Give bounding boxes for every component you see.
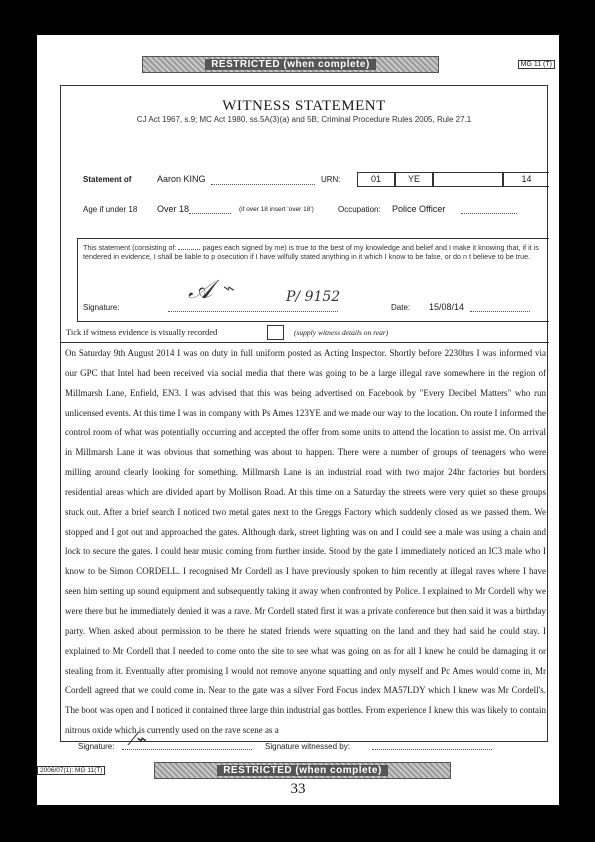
video-note: (supply witness details on rear) [294,328,389,337]
age-value: Over 18 [157,204,190,214]
declaration-rest: pages each signed by me) is true to the best of my knowledge and belief and I make it knowing that, if it is tendered in evidence, I shall be liable to p osecution if I have wilfully stated anything in it which I know to be false, or do n t believe to be true. [83,243,539,261]
restricted-banner-top [142,56,439,73]
footer-witnessed-label: Signature witnessed by: [265,742,350,751]
urn-box-1: 01 [357,172,395,187]
occupation-dots [461,213,517,214]
urn-box-3 [433,172,503,187]
video-label: Tick if witness evidence is visually recorded [66,327,218,337]
witness-statement-form [60,85,548,742]
urn-box-4: 14 [503,172,549,187]
video-divider [61,342,549,343]
urn-box-2: YE [395,172,433,187]
signature-handwriting: 𝒜 ⌁ [188,275,233,305]
declaration-text [83,243,543,261]
form-subtitle: CJ Act 1967, s.9; MC Act 1980, ss.5A(3)(a) and 5B; Criminal Procedure Rules 2005, Rule 27.1 [136,115,472,124]
statement-of-label: Statement of [83,175,132,184]
age-note: (if over 18 insert 'over 18') [239,206,314,213]
video-tick-box[interactable] [267,325,284,340]
signature-label: Signature: [83,303,120,312]
form-title: WITNESS STATEMENT [222,98,386,114]
statement-page [37,35,559,805]
page-number: 33 [290,781,306,797]
form-code: MG 11 (T) [518,60,555,69]
statement-paragraph: On Saturday 9th August 2014 I was on duty in full uniform posted as Acting Inspector. Shortly before 2230hrs I was informed via our GPC that Intel had been received via social media that there was going to be a large illegal rave somewhere in the region of Millmarsh Lane, Enfield, EN3. I was advised that this was being advertised on Facebook by "Every Decibel Matters" who run unlicensed events. At this time I was in company with Ps Ames 123YE and we made our way to the location. On route I informed the control room of what was potentially occurring and accepted the offer from some units to attend the location to assist me. On arrival in Millmarsh Lane it was obvious that something was about to happen. There were a number of groups of teenagers who were milling around clearly looking for something. Millmarsh Lane is an industrial road with two major 24hr factories but borders residential areas which are divided apart by Mollison Road. At this time on a Saturday the streets were very quiet so these groups stuck out. After a brief search I noticed two metal gates next to the Greggs Factory which suddenly closed as we passed them. We stopped and I got out and approached the gates. Although dark, street lighting was on and I could see a male was using a chain and lock to secure the gates. I could hear music coming from further inside. Stood by the gate I immediately noticed an IC3 male who I know to be Simon CORDELL. I recognised Mr Cordell as I have previously spoken to him recently at illegal raves where I have seen him setting up sound equipment and subsequently taking it away when confronted by Police. I explained to Mr Cordell why we were there but he immediately denied it was a rave. Mr Cordell stated first it was a private conference but then said it was a birthday party. When asked about permission to be there he stated friends were squatting on the land and they had said he could stay. I explained to Mr Cordell that I needed to come onto the site to see what was going on as for all I knew he could be damaging it or stealing from it. Eventually after promising I would not remove anyone squatting and only myself and Pc Ames would come in, Mr Cordell agreed that we could come in. Near to the gate was a silver Ford Focus index MA57LDY which I knew was Mr Cordell's. The boot was open and I noticed it contained three large thin industrial gas bottles. From experience I knew this was likely to contain nitrous oxide which is currently used on the rave scene as a [65,348,546,736]
restricted-banner-text: RESTRICTED (when complete) [205,59,376,70]
statement-body [65,344,546,741]
date-value: 15/08/14 [429,302,465,312]
restricted-banner-bottom [154,762,451,779]
footer-signature-handwriting: ⁄⌁ [132,729,146,750]
occupation-label: Occupation: [338,205,381,214]
urn-label: URN: [321,175,341,184]
signature-scrawl: P/ 9152 [286,289,341,305]
declaration-start: This statement (consisting of: [83,243,179,252]
occupation-value: Police Officer [392,204,446,214]
restricted-banner-bottom-text: RESTRICTED (when complete) [217,765,388,776]
footer-signature-label-bottom: Signature: [78,742,115,751]
date-label: Date: [391,303,411,312]
declaration-pages [178,249,200,250]
signature-dots [168,311,338,312]
declaration-box [77,238,549,322]
age-label: Age if under 18 [83,205,138,214]
footer-witnessed-dots [372,749,492,750]
statement-of-dots [211,184,315,185]
footer-form-code: 2006/07(1): MG 11(T) [37,766,105,775]
statement-of-value: Aaron KING [157,174,206,184]
age-dots [189,213,231,214]
date-dots [470,311,530,312]
